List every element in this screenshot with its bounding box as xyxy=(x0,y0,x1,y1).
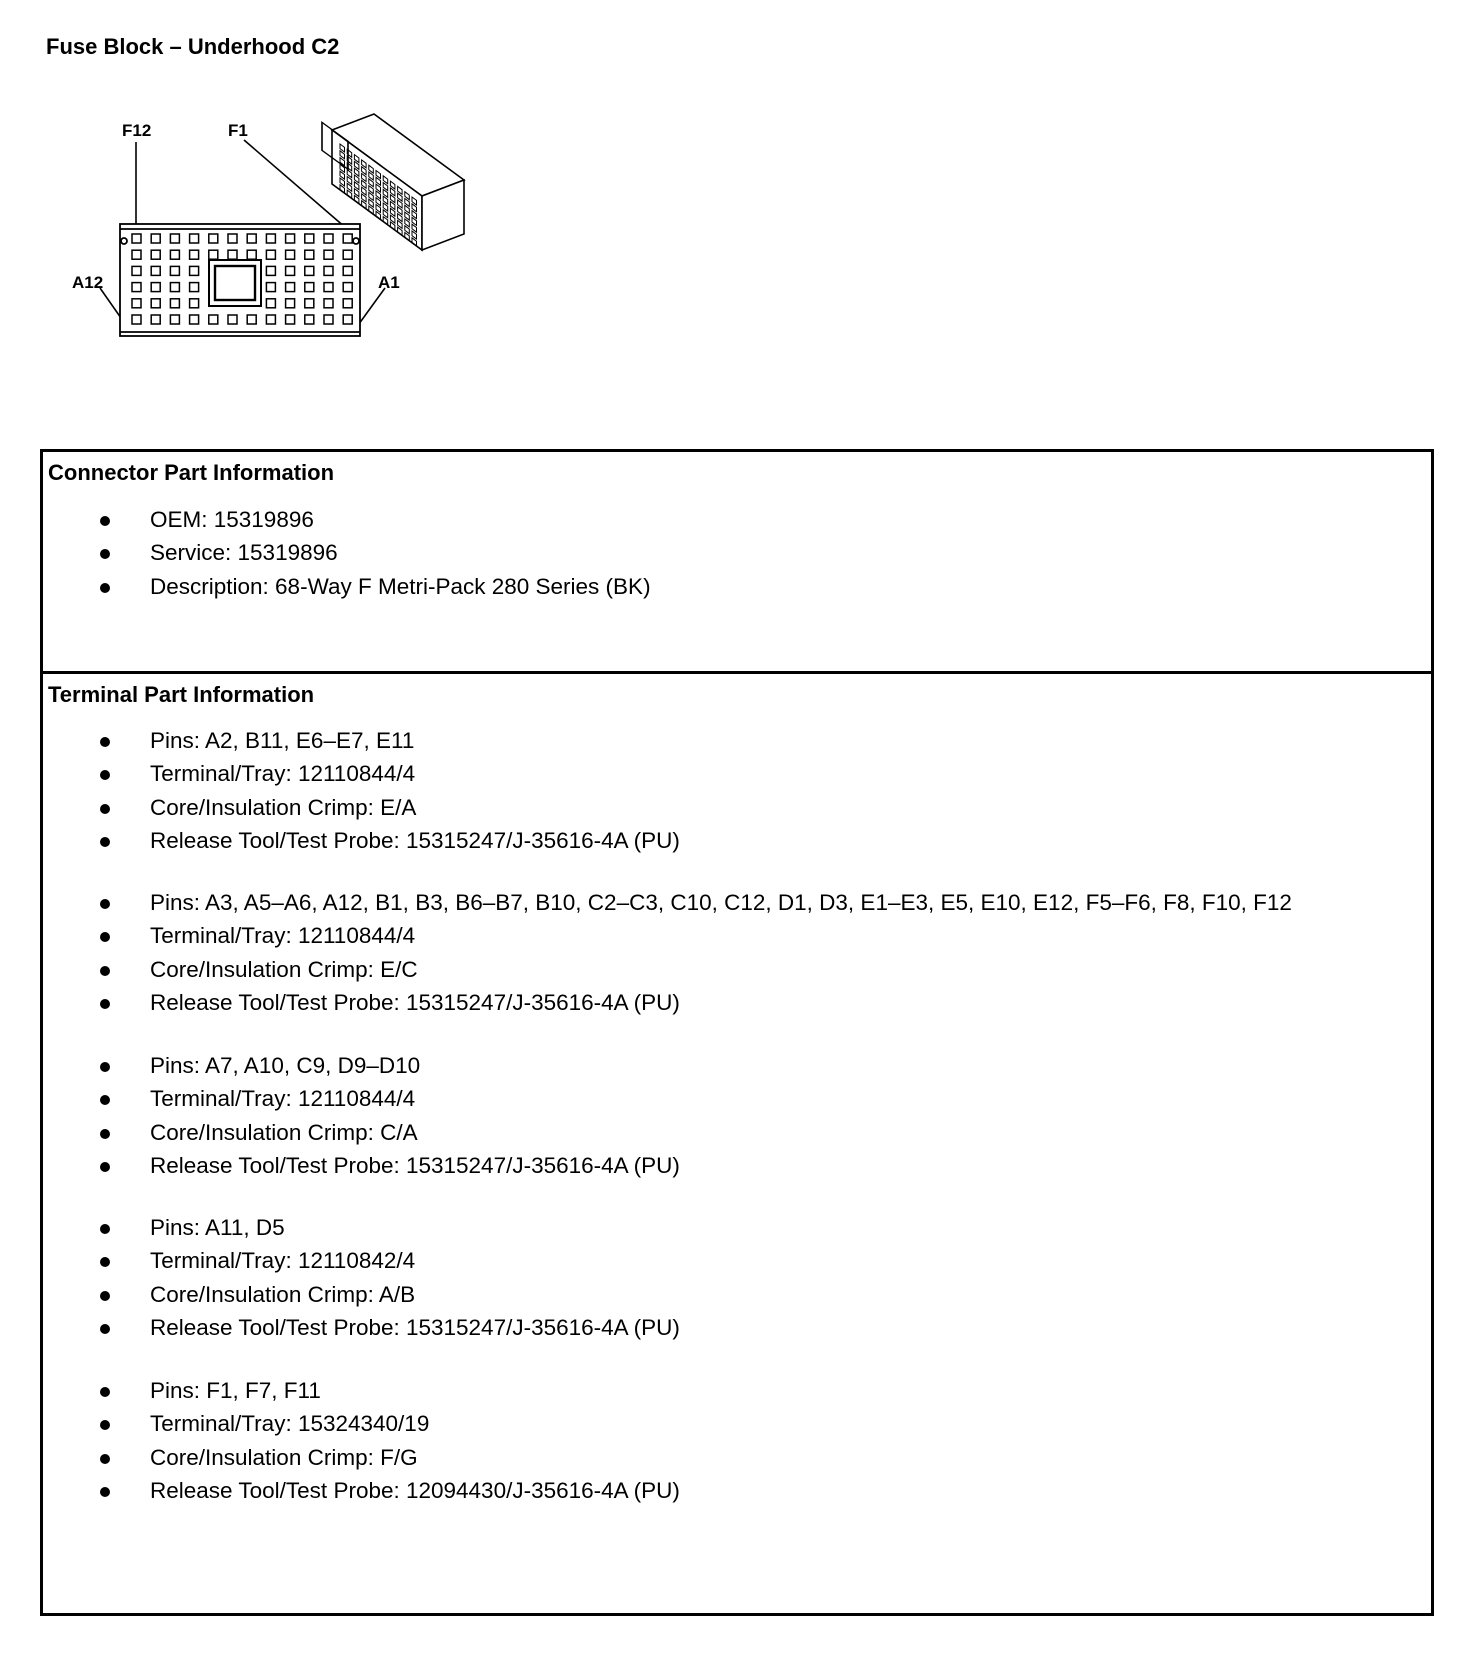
bullet-icon xyxy=(100,932,110,942)
release-tool-item xyxy=(43,824,1431,857)
terminal-part-heading: Terminal Part Information xyxy=(48,682,315,707)
connector-info-item-text: Description: 68-Way F Metri-Pack 280 Series (BK) xyxy=(150,573,651,599)
pins-item-text: Pins: F1, F7, F11 xyxy=(150,1378,321,1403)
bullet-icon xyxy=(100,1420,110,1430)
bullet-icon xyxy=(100,899,110,909)
connector-info-item xyxy=(43,536,1431,569)
terminal-group xyxy=(43,1211,1431,1345)
bullet-icon xyxy=(100,1224,110,1234)
bullet-icon xyxy=(100,1162,110,1172)
terminal-group xyxy=(43,886,1431,1020)
pins-item xyxy=(43,724,1431,757)
release-tool-item-text: Release Tool/Test Probe: 12094430/J-35616-4A (PU) xyxy=(150,1478,680,1504)
label-f1: F1 xyxy=(228,121,248,140)
bullet-icon xyxy=(100,737,110,747)
terminal-tray-item xyxy=(43,1244,1431,1277)
terminal-group xyxy=(43,724,1431,858)
terminal-tray-item-text: Terminal/Tray: 12110844/4 xyxy=(150,1086,416,1112)
release-tool-item xyxy=(43,1474,1431,1507)
page-title: Fuse Block – Underhood C2 xyxy=(46,34,340,59)
release-tool-item xyxy=(43,1311,1431,1344)
bullet-icon xyxy=(100,1291,110,1301)
bullet-icon xyxy=(100,549,110,559)
pins-item-text: Pins: A11, D5 xyxy=(150,1215,285,1240)
part-information-table xyxy=(40,449,1434,1616)
bullet-icon xyxy=(100,1487,110,1497)
crimp-item-text: Core/Insulation Crimp: A/B xyxy=(150,1281,416,1307)
terminal-tray-item-text: Terminal/Tray: 15324340/19 xyxy=(150,1411,430,1437)
pins-item-text: Pins: A2, B11, E6–E7, E11 xyxy=(150,728,415,753)
terminal-tray-item-text: Terminal/Tray: 12110842/4 xyxy=(150,1248,416,1274)
crimp-item xyxy=(43,1441,1431,1474)
release-tool-item-text: Release Tool/Test Probe: 15315247/J-35616-4A (PU) xyxy=(150,1315,680,1341)
crimp-item-text: Core/Insulation Crimp: E/C xyxy=(150,956,418,982)
label-f12: F12 xyxy=(122,121,152,140)
connector-part-list xyxy=(43,503,1431,603)
bullet-icon xyxy=(100,1387,110,1397)
release-tool-item xyxy=(43,1149,1431,1182)
release-tool-item xyxy=(43,986,1431,1019)
terminal-tray-item-text: Terminal/Tray: 12110844/4 xyxy=(150,761,416,787)
terminal-group xyxy=(43,1374,1431,1508)
connector-info-item xyxy=(43,570,1431,603)
terminal-part-section xyxy=(43,671,1431,1613)
bullet-icon xyxy=(100,1129,110,1139)
bullet-icon xyxy=(100,966,110,976)
terminal-tray-item xyxy=(43,1082,1431,1115)
connector-info-item-text: Service: 15319896 xyxy=(150,540,338,566)
terminal-tray-item-text: Terminal/Tray: 12110844/4 xyxy=(150,923,416,949)
label-a1: A1 xyxy=(378,273,400,292)
crimp-item-text: Core/Insulation Crimp: F/G xyxy=(150,1444,418,1470)
connector-face-view xyxy=(120,224,360,336)
pins-item xyxy=(43,1374,1431,1407)
connector-diagram xyxy=(60,110,500,380)
release-tool-item-text: Release Tool/Test Probe: 15315247/J-35616-4A (PU) xyxy=(150,828,680,854)
crimp-item-text: Core/Insulation Crimp: E/A xyxy=(150,794,417,820)
bullet-icon xyxy=(100,999,110,1009)
crimp-item xyxy=(43,791,1431,824)
crimp-item xyxy=(43,953,1431,986)
pins-item-text: Pins: A3, A5–A6, A12, B1, B3, B6–B7, B10, C2–C3, C10, C12, D1, D3, E1–E3, E5, E10, E12, F5–F6, F8, F10, F12 xyxy=(150,890,1292,915)
connector-info-item xyxy=(43,503,1431,536)
release-tool-item-text: Release Tool/Test Probe: 15315247/J-35616-4A (PU) xyxy=(150,1153,680,1179)
connector-info-item-text: OEM: 15319896 xyxy=(150,507,314,532)
terminal-group xyxy=(43,1049,1431,1183)
pins-item xyxy=(43,1211,1431,1244)
terminal-tray-item xyxy=(43,1407,1431,1440)
connector-part-heading: Connector Part Information xyxy=(48,460,335,485)
label-a12: A12 xyxy=(72,273,104,292)
bullet-icon xyxy=(100,770,110,780)
bullet-icon xyxy=(100,1257,110,1267)
pins-item xyxy=(43,1049,1431,1082)
bullet-icon xyxy=(100,804,110,814)
bullet-icon xyxy=(100,837,110,847)
bullet-icon xyxy=(100,1324,110,1334)
crimp-item xyxy=(43,1116,1431,1149)
connector-part-section xyxy=(43,452,1431,671)
release-tool-item-text: Release Tool/Test Probe: 15315247/J-35616-4A (PU) xyxy=(150,990,680,1016)
bullet-icon xyxy=(100,1062,110,1072)
pins-item xyxy=(43,886,1431,919)
bullet-icon xyxy=(100,583,110,593)
connector-illustration xyxy=(60,110,500,380)
bullet-icon xyxy=(100,1095,110,1105)
pins-item-text: Pins: A7, A10, C9, D9–D10 xyxy=(150,1053,421,1078)
terminal-tray-item xyxy=(43,757,1431,790)
bullet-icon xyxy=(100,1454,110,1464)
crimp-item-text: Core/Insulation Crimp: C/A xyxy=(150,1119,418,1145)
crimp-item xyxy=(43,1278,1431,1311)
bullet-icon xyxy=(100,516,110,526)
terminal-tray-item xyxy=(43,919,1431,952)
